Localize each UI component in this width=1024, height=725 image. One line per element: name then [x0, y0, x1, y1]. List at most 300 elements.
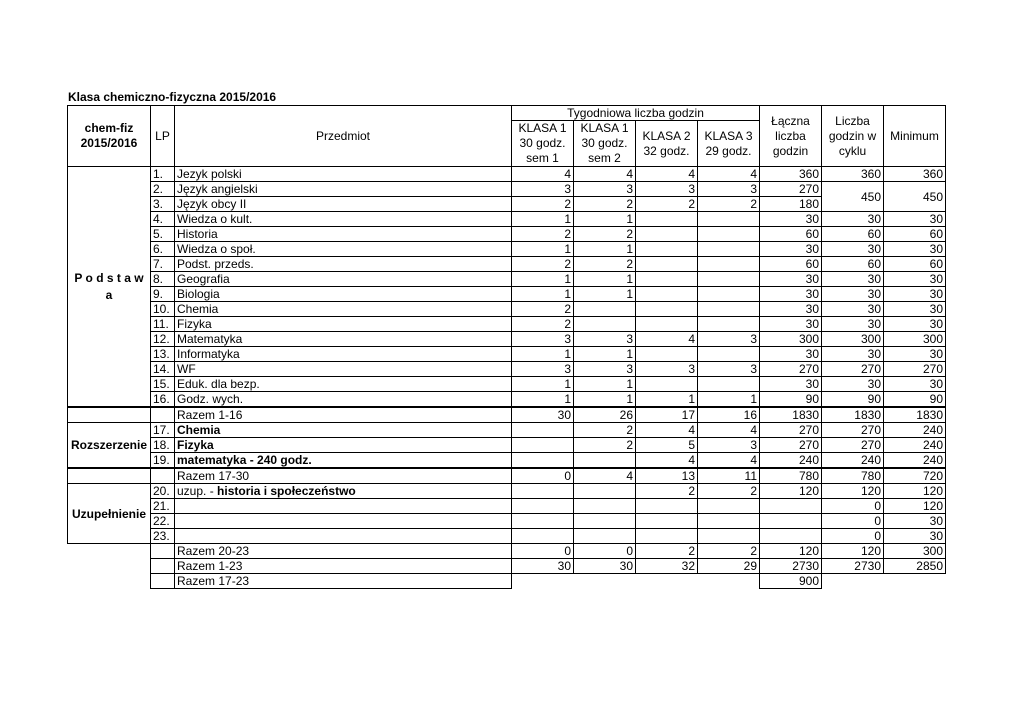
total-cell: 60	[760, 257, 822, 272]
total-cell: 270	[760, 438, 822, 453]
min-header: Minimum	[884, 106, 946, 167]
lp-header: LP	[151, 106, 175, 167]
min-cell: 60	[884, 227, 946, 242]
table-row	[68, 212, 946, 227]
min-cell: 120	[884, 484, 946, 499]
k1s1-cell: 2	[512, 317, 574, 332]
lp-cell: 20.	[151, 484, 175, 499]
k3-cell: 4	[698, 453, 760, 469]
lp-cell: 5.	[151, 227, 175, 242]
cycle-cell: 270	[822, 362, 884, 377]
empty-cell	[884, 574, 946, 589]
k1s1-cell: 1	[512, 272, 574, 287]
k1s2-cell: 1	[574, 392, 636, 408]
k3-cell	[698, 499, 760, 514]
summary-row	[68, 544, 946, 559]
min-cell: 240	[884, 423, 946, 438]
k3-cell	[698, 347, 760, 362]
table-row	[68, 167, 946, 182]
k1s2-cell: 0	[574, 544, 636, 559]
lp-cell: 22.	[151, 514, 175, 529]
k2-cell: 2	[636, 197, 698, 212]
subject-cell: Język obcy II	[175, 197, 512, 212]
k2-cell: 3	[636, 182, 698, 197]
k3-cell: 1	[698, 392, 760, 408]
lp-cell: 9.	[151, 287, 175, 302]
empty-cell	[822, 574, 884, 589]
table-row	[68, 332, 946, 347]
empty-cell	[151, 468, 175, 484]
table-row	[68, 272, 946, 287]
min-cell: 1830	[884, 407, 946, 423]
k1s2-cell: 4	[574, 468, 636, 484]
table-row	[68, 392, 946, 408]
lp-cell: 6.	[151, 242, 175, 257]
k1s2-cell: 3	[574, 182, 636, 197]
min-cell: 60	[884, 257, 946, 272]
min-cell: 30	[884, 302, 946, 317]
summary-label: Razem 1-23	[175, 559, 512, 574]
lp-cell: 19.	[151, 453, 175, 469]
total-cell: 30	[760, 302, 822, 317]
k3-cell: 2	[698, 484, 760, 499]
subject-cell: Chemia	[175, 423, 512, 438]
table-row	[68, 197, 946, 212]
total-cell: 1830	[760, 407, 822, 423]
min-cell: 30	[884, 212, 946, 227]
cycle-cell: 240	[822, 453, 884, 469]
lp-cell: 7.	[151, 257, 175, 272]
lp-cell: 23.	[151, 529, 175, 544]
subject-cell: Jezyk polski	[175, 167, 512, 182]
empty-cell	[574, 574, 636, 589]
subject-cell: Matematyka	[175, 332, 512, 347]
k1s1-cell: 1	[512, 242, 574, 257]
k3-cell	[698, 287, 760, 302]
k2-cell: 13	[636, 468, 698, 484]
subject-cell: WF	[175, 362, 512, 377]
cycle-cell: 780	[822, 468, 884, 484]
empty-cell	[151, 407, 175, 423]
k1s2-cell	[574, 484, 636, 499]
min-cell: 360	[884, 167, 946, 182]
total-cell: 30	[760, 287, 822, 302]
summary-label: Razem 20-23	[175, 544, 512, 559]
total-cell: 30	[760, 212, 822, 227]
k3-cell: 3	[698, 182, 760, 197]
table-row	[68, 287, 946, 302]
k1s2-cell: 1	[574, 272, 636, 287]
total-cell: 30	[760, 242, 822, 257]
table-row	[68, 302, 946, 317]
k3-cell: 3	[698, 362, 760, 377]
min-cell: 2850	[884, 559, 946, 574]
k3-cell	[698, 227, 760, 242]
cycle-header: Liczba godzin w cyklu	[822, 106, 884, 167]
summary-label: Razem 17-23	[175, 574, 512, 589]
lp-cell: 3.	[151, 197, 175, 212]
k1s2-cell	[574, 317, 636, 332]
k2-cell	[636, 499, 698, 514]
group-label-rozszerzenie: Rozszerzenie	[68, 423, 151, 469]
k1s2-cell: 2	[574, 197, 636, 212]
k3-header: KLASA 3 29 godz.	[698, 121, 760, 167]
k3-cell	[698, 529, 760, 544]
subject-cell: Język angielski	[175, 182, 512, 197]
cycle-cell: 2730	[822, 559, 884, 574]
k2-cell: 4	[636, 423, 698, 438]
lp-cell: 16.	[151, 392, 175, 408]
weekly-header: Tygodniowa liczba godzin	[512, 106, 760, 121]
subject-cell	[175, 484, 512, 499]
k2-cell	[636, 529, 698, 544]
subject-cell: matematyka - 240 godz.	[175, 453, 512, 469]
lp-cell: 14.	[151, 362, 175, 377]
empty-cell	[151, 544, 175, 559]
k1s1-cell	[512, 484, 574, 499]
cycle-cell: 450	[822, 182, 884, 212]
k1s1-cell: 4	[512, 167, 574, 182]
k3-cell: 2	[698, 197, 760, 212]
min-cell: 270	[884, 362, 946, 377]
min-cell: 120	[884, 499, 946, 514]
empty-cell	[636, 574, 698, 589]
k1s1-cell: 1	[512, 347, 574, 362]
cycle-cell: 1830	[822, 407, 884, 423]
total-cell: 900	[760, 574, 822, 589]
table-row	[68, 377, 946, 392]
k1s2-cell: 1	[574, 287, 636, 302]
k3-cell: 29	[698, 559, 760, 574]
empty-cell	[68, 574, 151, 589]
total-cell: 270	[760, 423, 822, 438]
min-cell: 90	[884, 392, 946, 408]
min-cell: 30	[884, 242, 946, 257]
table-body	[68, 106, 946, 589]
empty-cell	[698, 574, 760, 589]
cycle-cell: 30	[822, 377, 884, 392]
k1s1-cell	[512, 529, 574, 544]
empty-cell	[151, 574, 175, 589]
total-cell: 270	[760, 182, 822, 197]
k1s2-cell: 2	[574, 257, 636, 272]
subject-cell: Wiedza o społ.	[175, 242, 512, 257]
k2-cell	[636, 514, 698, 529]
subject-cell: Eduk. dla bezp.	[175, 377, 512, 392]
empty-cell	[68, 559, 151, 574]
cycle-cell: 0	[822, 514, 884, 529]
table-row	[68, 514, 946, 529]
k1s2-cell: 2	[574, 227, 636, 242]
table-row	[68, 362, 946, 377]
k3-cell	[698, 242, 760, 257]
lp-cell: 11.	[151, 317, 175, 332]
lp-cell: 21.	[151, 499, 175, 514]
k3-cell	[698, 212, 760, 227]
min-cell: 300	[884, 332, 946, 347]
k2-cell: 5	[636, 438, 698, 453]
k2-cell: 1	[636, 392, 698, 408]
lp-cell: 17.	[151, 423, 175, 438]
subject-cell: Godz. wych.	[175, 392, 512, 408]
k1s1-cell: 2	[512, 227, 574, 242]
empty-cell	[512, 574, 574, 589]
k3-cell: 2	[698, 544, 760, 559]
k3-cell	[698, 257, 760, 272]
k2-cell: 32	[636, 559, 698, 574]
min-cell: 300	[884, 544, 946, 559]
k1s1-cell: 30	[512, 407, 574, 423]
k3-cell: 3	[698, 438, 760, 453]
k1s2-cell	[574, 453, 636, 469]
total-cell: 120	[760, 544, 822, 559]
min-cell: 30	[884, 272, 946, 287]
min-cell: 30	[884, 317, 946, 332]
total-cell: 30	[760, 347, 822, 362]
sheet-title: Klasa chemiczno-fizyczna 2015/2016	[68, 90, 277, 104]
lp-cell: 18.	[151, 438, 175, 453]
k1s2-cell: 1	[574, 212, 636, 227]
k2-header: KLASA 2 32 godz.	[636, 121, 698, 167]
cycle-cell: 30	[822, 272, 884, 287]
summary-label: Razem 1-16	[175, 407, 512, 423]
k3-cell	[698, 514, 760, 529]
total-cell	[760, 499, 822, 514]
k3-cell: 11	[698, 468, 760, 484]
lp-cell: 2.	[151, 182, 175, 197]
k2-cell	[636, 317, 698, 332]
total-header: Łączna liczba godzin	[760, 106, 822, 167]
k1s1-cell: 1	[512, 392, 574, 408]
empty-cell	[151, 559, 175, 574]
total-cell: 30	[760, 272, 822, 287]
k1s1-cell: 3	[512, 362, 574, 377]
total-cell: 120	[760, 484, 822, 499]
min-cell: 240	[884, 438, 946, 453]
cycle-cell: 30	[822, 317, 884, 332]
k1s2-cell	[574, 302, 636, 317]
group-label-uzupelnienie: Uzupełnienie	[68, 484, 151, 544]
total-cell: 780	[760, 468, 822, 484]
k2-cell: 2	[636, 544, 698, 559]
subject-cell: Historia	[175, 227, 512, 242]
cycle-cell: 60	[822, 257, 884, 272]
lp-cell: 15.	[151, 377, 175, 392]
table-row	[68, 227, 946, 242]
table-row	[68, 453, 946, 469]
table-row	[68, 347, 946, 362]
k1s1-cell: 2	[512, 302, 574, 317]
cycle-cell: 90	[822, 392, 884, 408]
k1s2-cell: 1	[574, 347, 636, 362]
cycle-cell: 0	[822, 499, 884, 514]
k2-cell: 3	[636, 362, 698, 377]
lp-cell: 4.	[151, 212, 175, 227]
cycle-cell: 360	[822, 167, 884, 182]
lp-cell: 13.	[151, 347, 175, 362]
subject-cell: Informatyka	[175, 347, 512, 362]
empty-cell	[68, 468, 151, 484]
total-cell: 60	[760, 227, 822, 242]
k2-cell: 2	[636, 484, 698, 499]
cycle-cell: 120	[822, 544, 884, 559]
k1s2-cell: 30	[574, 559, 636, 574]
k2-cell	[636, 347, 698, 362]
min-cell: 30	[884, 514, 946, 529]
total-cell: 30	[760, 317, 822, 332]
k1s1-cell	[512, 438, 574, 453]
k1s1-cell: 0	[512, 544, 574, 559]
cycle-cell: 300	[822, 332, 884, 347]
k2-cell: 17	[636, 407, 698, 423]
lp-cell: 8.	[151, 272, 175, 287]
empty-cell	[68, 407, 151, 423]
k1s2-cell: 4	[574, 167, 636, 182]
summary-row	[68, 407, 946, 423]
subject-header: Przedmiot	[175, 106, 512, 167]
cycle-cell: 30	[822, 242, 884, 257]
min-cell: 240	[884, 453, 946, 469]
k1s1-header: KLASA 1 30 godz. sem 1	[512, 121, 574, 167]
summary-label: Razem 17-30	[175, 468, 512, 484]
k1s2-cell: 3	[574, 362, 636, 377]
cycle-cell: 30	[822, 212, 884, 227]
k2-cell: 4	[636, 332, 698, 347]
k1s2-cell: 2	[574, 438, 636, 453]
k1s1-cell: 3	[512, 332, 574, 347]
k1s2-cell: 1	[574, 242, 636, 257]
table-row	[68, 182, 946, 197]
group-header: chem-fiz 2015/2016	[68, 106, 151, 167]
k1s2-cell	[574, 514, 636, 529]
k2-cell	[636, 227, 698, 242]
k1s1-cell: 0	[512, 468, 574, 484]
k3-cell	[698, 272, 760, 287]
table-row	[68, 317, 946, 332]
cycle-cell: 30	[822, 287, 884, 302]
k1s1-cell: 1	[512, 287, 574, 302]
lp-cell: 1.	[151, 167, 175, 182]
total-cell: 2730	[760, 559, 822, 574]
k1s1-cell: 3	[512, 182, 574, 197]
min-cell: 30	[884, 377, 946, 392]
subject-cell: Podst. przeds.	[175, 257, 512, 272]
subject-cell	[175, 529, 512, 544]
cycle-cell: 60	[822, 227, 884, 242]
k2-cell: 4	[636, 167, 698, 182]
subject-cell	[175, 499, 512, 514]
k1s1-cell	[512, 453, 574, 469]
k2-cell	[636, 212, 698, 227]
table-row	[68, 257, 946, 272]
k3-cell: 3	[698, 332, 760, 347]
k1s2-cell: 1	[574, 377, 636, 392]
k1s1-cell	[512, 514, 574, 529]
cycle-cell: 270	[822, 438, 884, 453]
cycle-cell: 30	[822, 302, 884, 317]
min-cell: 30	[884, 529, 946, 544]
k1s2-cell: 3	[574, 332, 636, 347]
subject-cell: Geografia	[175, 272, 512, 287]
k2-cell: 4	[636, 453, 698, 469]
total-cell: 180	[760, 197, 822, 212]
table-row	[68, 423, 946, 438]
k1s2-header: KLASA 1 30 godz. sem 2	[574, 121, 636, 167]
empty-cell	[68, 544, 151, 559]
k1s1-cell: 2	[512, 257, 574, 272]
table-row	[68, 242, 946, 257]
k3-cell: 4	[698, 423, 760, 438]
lp-cell: 10.	[151, 302, 175, 317]
k2-cell	[636, 257, 698, 272]
k2-cell	[636, 242, 698, 257]
k1s2-cell	[574, 529, 636, 544]
k3-cell	[698, 317, 760, 332]
k1s1-cell: 2	[512, 197, 574, 212]
total-cell: 240	[760, 453, 822, 469]
k3-cell	[698, 377, 760, 392]
cycle-cell: 120	[822, 484, 884, 499]
table-row	[68, 499, 946, 514]
subject-bold: historia i społeczeństwo	[217, 484, 356, 498]
min-cell: 720	[884, 468, 946, 484]
subject-cell: Wiedza o kult.	[175, 212, 512, 227]
subject-cell: Chemia	[175, 302, 512, 317]
total-cell: 300	[760, 332, 822, 347]
k2-cell	[636, 302, 698, 317]
lp-cell: 12.	[151, 332, 175, 347]
subject-cell	[175, 514, 512, 529]
k1s1-cell	[512, 499, 574, 514]
cycle-cell: 30	[822, 347, 884, 362]
total-cell: 270	[760, 362, 822, 377]
subject-cell: Fizyka	[175, 438, 512, 453]
k1s2-cell: 26	[574, 407, 636, 423]
k3-cell: 4	[698, 167, 760, 182]
k3-cell: 16	[698, 407, 760, 423]
cycle-cell: 270	[822, 423, 884, 438]
total-cell	[760, 529, 822, 544]
subject-cell: Fizyka	[175, 317, 512, 332]
subject-cell: Biologia	[175, 287, 512, 302]
total-cell	[760, 514, 822, 529]
k1s1-cell	[512, 423, 574, 438]
table-row	[68, 438, 946, 453]
summary-row	[68, 559, 946, 574]
hours-table	[67, 105, 946, 589]
total-cell: 90	[760, 392, 822, 408]
k1s2-cell	[574, 499, 636, 514]
min-cell: 30	[884, 347, 946, 362]
group-label-podstawa: P o d s t a w a	[68, 167, 151, 408]
k2-cell	[636, 287, 698, 302]
k3-cell	[698, 302, 760, 317]
summary-row	[68, 468, 946, 484]
k1s1-cell: 1	[512, 212, 574, 227]
k2-cell	[636, 272, 698, 287]
min-cell: 30	[884, 287, 946, 302]
min-cell: 450	[884, 182, 946, 212]
table-row	[68, 484, 946, 499]
total-cell: 30	[760, 377, 822, 392]
subject-prefix: uzup. -	[177, 484, 218, 498]
total-cell: 360	[760, 167, 822, 182]
k1s1-cell: 1	[512, 377, 574, 392]
cycle-cell: 0	[822, 529, 884, 544]
summary-row	[68, 574, 946, 589]
table-row	[68, 529, 946, 544]
k1s2-cell: 2	[574, 423, 636, 438]
